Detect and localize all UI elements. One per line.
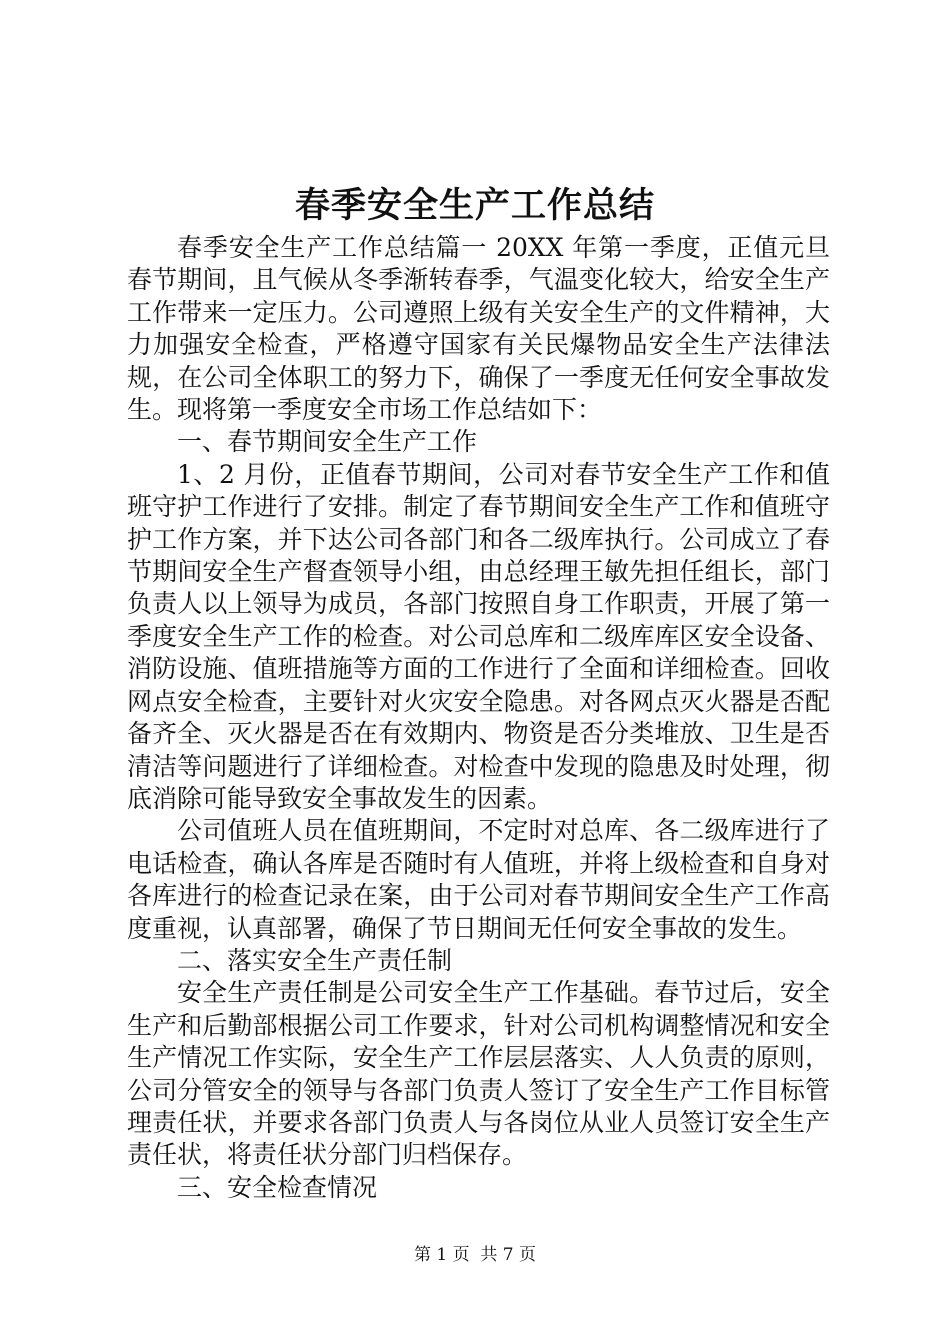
section-heading-3: 三、安全检查情况: [177, 1172, 378, 1202]
section-heading-2: 二、落实安全生产责任制: [177, 945, 453, 975]
paragraph-duty-staff: 公司值班人员在值班期间，不定时对总库、各二级库进行了电话检查，确认各库是否随时有人值班，并将上级检查和自身对各库进行的检查记录在案，由于公司对春节期间安全生产工作高度重视，认真部署，确保了节日期间无任何安全事故的发生。: [127, 816, 830, 943]
section-heading-1: 一、春节期间安全生产工作: [177, 427, 478, 457]
paragraph-intro: 春季安全生产工作总结篇一 20XX 年第一季度，正值元旦春节期间，且气候从冬季渐转春季，气温变化较大，给安全生产工作带来一定压力。公司遵照上级有关安全生产的文件精神，大力加强安全检查，严格遵守国家有关民爆物品安全生产法律法规，在公司全体职工的努力下，确保了一季度无任何安全事故发生。现将第一季度安全市场工作总结如下：: [127, 233, 830, 425]
page-number: 第 1 页 共 7 页: [413, 1245, 537, 1265]
document-title: 春季安全生产工作总结: [294, 185, 655, 226]
paragraph-spring-festival: 1、2 月份，正值春节期间，公司对春节安全生产工作和值班守护工作进行了安排。制定了春节期间安全生产工作和值班守护工作方案，并下达公司各部门和各二级库执行。公司成立了春节期间安全生产督查领导小组，由总经理王敏先担任组长，部门负责人以上领导为成员，各部门按照自身工作职责，开展了第一季度安全生产工作的检查。对公司总库和二级库库区安全设备、消防设施、值班措施等方面的工作进行了全面和详细检查。回收网点安全检查，主要针对火灾安全隐患。对各网点灭火器是否配备齐全、灭火器是否在有效期内、物资是否分类堆放、卫生是否清洁等问题进行了详细检查。对检查中发现的隐患及时处理，彻底消除可能导致安全事故发生的因素。: [127, 459, 830, 813]
document-body: [127, 232, 830, 1204]
paragraph-responsibility: 安全生产责任制是公司安全生产工作基础。春节过后，安全生产和后勤部根据公司工作要求，针对公司机构调整情况和安全生产情况工作实际，安全生产工作层层落实、人人负责的原则，公司分管安全的领导与各部门负责人签订了安全生产工作目标管理责任状，并要求各部门负责人与各岗位从业人员签订安全生产责任状，将责任状分部门归档保存。: [127, 978, 830, 1170]
page-footer: [0, 1243, 950, 1267]
